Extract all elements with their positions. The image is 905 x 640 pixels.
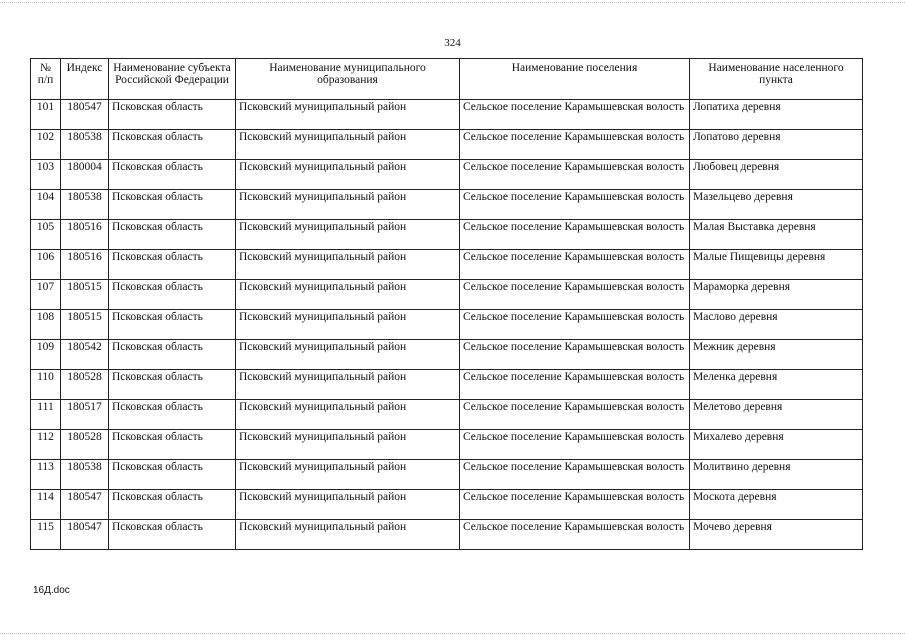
cell-settlement: Сельское поселение Карамышевская волость [460,130,690,160]
cell-num: 101 [31,100,61,130]
cell-municipality: Псковский муниципальный район [236,160,460,190]
table-header-row [31,59,863,100]
cell-num: 112 [31,430,61,460]
cell-index: 180547 [61,100,109,130]
table-row [31,370,863,400]
cell-place: Михалево деревня [690,430,863,460]
cell-index: 180538 [61,190,109,220]
table-row [31,460,863,490]
cell-index: 180547 [61,490,109,520]
cell-place: Любовец деревня [690,160,863,190]
table-row [31,310,863,340]
cell-municipality: Псковский муниципальный район [236,130,460,160]
cell-index: 180528 [61,370,109,400]
cell-municipality: Псковский муниципальный район [236,400,460,430]
cell-settlement: Сельское поселение Карамышевская волость [460,250,690,280]
cell-index: 180004 [61,160,109,190]
cell-settlement: Сельское поселение Карамышевская волость [460,340,690,370]
cell-settlement: Сельское поселение Карамышевская волость [460,490,690,520]
cell-num: 110 [31,370,61,400]
cell-settlement: Сельское поселение Карамышевская волость [460,220,690,250]
cell-subject: Псковская область [109,160,236,190]
cell-settlement: Сельское поселение Карамышевская волость [460,430,690,460]
cell-subject: Псковская область [109,520,236,550]
cell-settlement: Сельское поселение Карамышевская волость [460,400,690,430]
cell-place: Мочево деревня [690,520,863,550]
cell-place: Межник деревня [690,340,863,370]
table-body [31,100,863,550]
cell-municipality: Псковский муниципальный район [236,370,460,400]
table-row [31,160,863,190]
cell-index: 180515 [61,280,109,310]
settlements-table [30,58,863,550]
cell-subject: Псковская область [109,280,236,310]
column-header-index: Индекс [61,59,109,100]
cell-num: 103 [31,160,61,190]
cell-place: Мазельцево деревня [690,190,863,220]
cell-settlement: Сельское поселение Карамышевская волость [460,460,690,490]
cell-place: Мараморка деревня [690,280,863,310]
cell-municipality: Псковский муниципальный район [236,280,460,310]
cell-settlement: Сельское поселение Карамышевская волость [460,280,690,310]
cell-settlement: Сельское поселение Карамышевская волость [460,160,690,190]
cell-num: 111 [31,400,61,430]
cell-place: Мелетово деревня [690,400,863,430]
cell-subject: Псковская область [109,130,236,160]
cell-index: 180528 [61,430,109,460]
cell-index: 180538 [61,130,109,160]
cell-municipality: Псковский муниципальный район [236,250,460,280]
column-header-settlement: Наименование поселения [460,59,690,100]
cell-index: 180515 [61,310,109,340]
cell-municipality: Псковский муниципальный район [236,520,460,550]
table-row [31,220,863,250]
cell-place: Москота деревня [690,490,863,520]
cell-municipality: Псковский муниципальный район [236,190,460,220]
cell-settlement: Сельское поселение Карамышевская волость [460,190,690,220]
cell-num: 108 [31,310,61,340]
cell-subject: Псковская область [109,490,236,520]
table-row [31,130,863,160]
scan-edge-bottom [0,633,905,634]
cell-num: 102 [31,130,61,160]
table-row [31,280,863,310]
cell-subject: Псковская область [109,100,236,130]
cell-place: Лопатиха деревня [690,100,863,130]
cell-settlement: Сельское поселение Карамышевская волость [460,100,690,130]
cell-municipality: Псковский муниципальный район [236,310,460,340]
cell-settlement: Сельское поселение Карамышевская волость [460,310,690,340]
cell-municipality: Псковский муниципальный район [236,220,460,250]
cell-subject: Псковская область [109,400,236,430]
cell-place: Малые Пищевицы деревня [690,250,863,280]
cell-place: Лопатово деревня [690,130,863,160]
table-row [31,400,863,430]
column-header-municipality: Наименование муниципального образования [236,59,460,100]
cell-place: Молитвино деревня [690,460,863,490]
cell-subject: Псковская область [109,370,236,400]
page-number: 324 [444,37,461,49]
cell-index: 180516 [61,220,109,250]
column-header-subject: Наименование субъекта Российской Федерации [109,59,236,100]
cell-subject: Псковская область [109,340,236,370]
cell-num: 114 [31,490,61,520]
cell-subject: Псковская область [109,310,236,340]
table-row [31,250,863,280]
footer-file-name: 16Д.doc [33,585,70,596]
cell-num: 105 [31,220,61,250]
cell-num: 113 [31,460,61,490]
cell-place: Маслово деревня [690,310,863,340]
cell-subject: Псковская область [109,220,236,250]
cell-subject: Псковская область [109,430,236,460]
cell-municipality: Псковский муниципальный район [236,100,460,130]
cell-settlement: Сельское поселение Карамышевская волость [460,370,690,400]
cell-municipality: Псковский муниципальный район [236,460,460,490]
cell-subject: Псковская область [109,190,236,220]
cell-num: 107 [31,280,61,310]
cell-index: 180538 [61,460,109,490]
table-row [31,100,863,130]
table-row [31,430,863,460]
table-row [31,520,863,550]
cell-num: 106 [31,250,61,280]
cell-place: Малая Выставка деревня [690,220,863,250]
cell-place: Меленка деревня [690,370,863,400]
cell-municipality: Псковский муниципальный район [236,490,460,520]
cell-index: 180516 [61,250,109,280]
table-row [31,190,863,220]
cell-index: 180547 [61,520,109,550]
cell-municipality: Псковский муниципальный район [236,340,460,370]
cell-num: 115 [31,520,61,550]
cell-num: 109 [31,340,61,370]
column-header-place: Наименование населенного пункта [690,59,863,100]
column-header-num: № п/п [31,59,61,100]
cell-municipality: Псковский муниципальный район [236,430,460,460]
cell-subject: Псковская область [109,250,236,280]
cell-index: 180517 [61,400,109,430]
cell-settlement: Сельское поселение Карамышевская волость [460,520,690,550]
scan-edge-top [0,2,905,3]
cell-subject: Псковская область [109,460,236,490]
table-row [31,490,863,520]
cell-index: 180542 [61,340,109,370]
cell-num: 104 [31,190,61,220]
table-row [31,340,863,370]
